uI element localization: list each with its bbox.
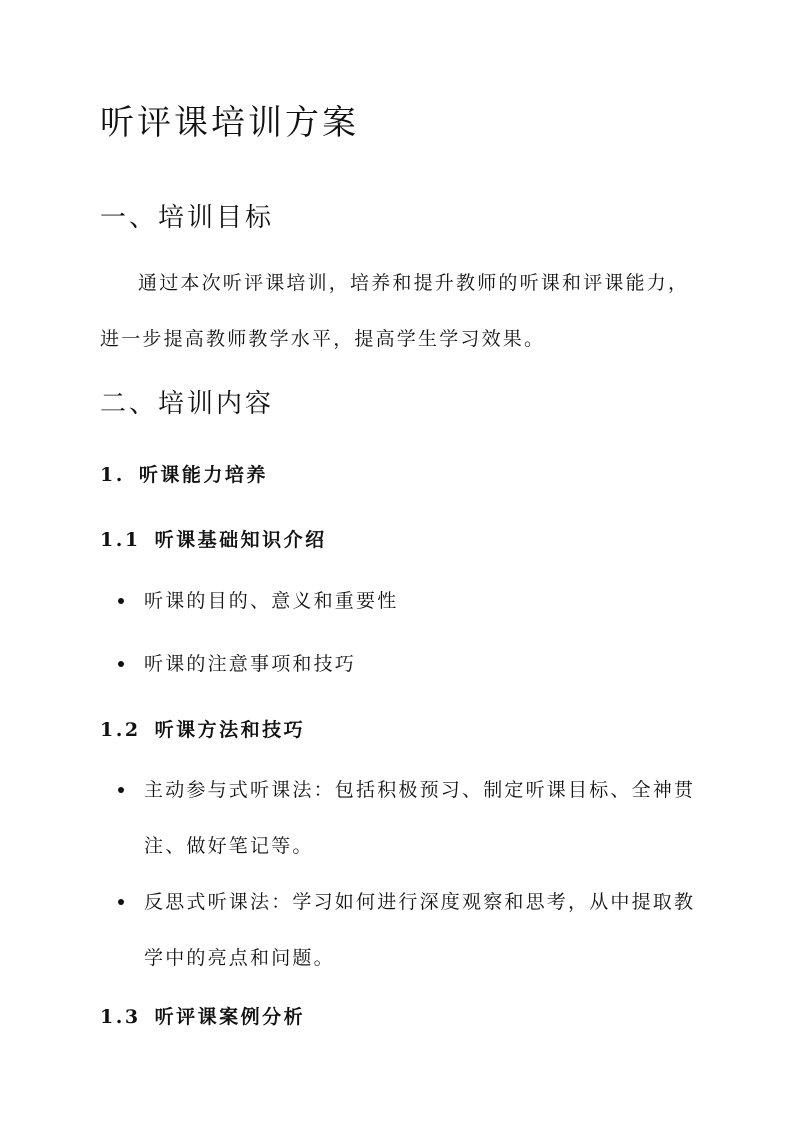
page-title: 听评课培训方案 <box>100 103 359 143</box>
list-item-text: 反思式听课法：学习如何进行深度观察和思考，从中提取教学中的亮点和问题。 <box>144 891 696 969</box>
bullet-icon <box>118 787 124 793</box>
list-item <box>118 762 714 874</box>
item-label: 听评课案例分析 <box>154 1006 306 1028</box>
section-heading-content: 二、培训内容 <box>100 389 275 419</box>
list-item <box>118 874 714 986</box>
subsection-number: 1. <box>100 464 125 486</box>
item-number: 1.3 <box>100 1006 141 1028</box>
list-item-text: 听课的注意事项和技巧 <box>144 653 357 675</box>
list-item <box>118 573 714 629</box>
bullet-icon <box>118 899 124 905</box>
bullet-icon <box>118 598 124 604</box>
section-heading-goals: 一、培训目标 <box>100 203 275 233</box>
item-heading-basics <box>100 525 327 552</box>
item-heading-case-analysis <box>100 1002 305 1029</box>
section-goals-paragraph: 通过本次听评课培训，培养和提升教师的听课和评课能力，进一步提高教师教学水平，提高学生学习效果。 <box>100 272 690 350</box>
item-label: 听课方法和技巧 <box>154 719 306 741</box>
list-item-text: 听课的目的、意义和重要性 <box>144 590 399 612</box>
item-label: 听课基础知识介绍 <box>154 529 327 551</box>
item-number: 1.2 <box>100 719 141 741</box>
list-item-text: 主动参与式听课法：包括积极预习、制定听课目标、全神贯注、做好笔记等。 <box>144 779 696 857</box>
subsection-heading-listening-ability <box>100 460 268 487</box>
item-number: 1.1 <box>100 529 141 551</box>
bullet-icon <box>118 661 124 667</box>
item-heading-methods <box>100 715 305 742</box>
list-item <box>118 636 714 692</box>
subsection-label: 听课能力培养 <box>138 464 268 486</box>
